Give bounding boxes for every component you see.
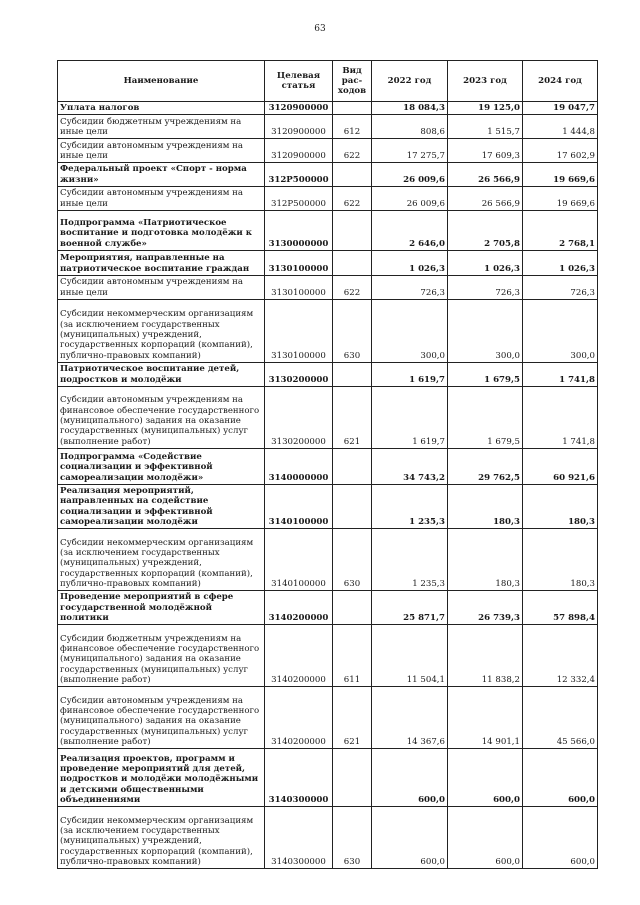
row-2022: 14 367,6 [372,687,448,749]
row-code: 3120900000 [265,139,333,163]
row-name: Реализация мероприятий, направленных на содействие социализации и эффективной самореализации молодёжи [58,484,265,528]
table-row [58,529,598,591]
row-2022: 1 235,3 [372,484,448,528]
row-name: Подпрограмма «Содействие социализации и эффективной самореализации молодёжи» [58,448,265,484]
row-expense-type: 621 [333,687,372,749]
row-name: Федеральный проект «Спорт - норма жизни» [58,163,265,187]
row-2023: 180,3 [448,484,523,528]
row-2023: 1 026,3 [448,250,523,275]
table-row [58,591,598,625]
row-2022: 600,0 [372,807,448,869]
row-name: Субсидии бюджетным учреждениям на финансовое обеспечение государственного (муниципального) задания на оказание государственных (муниципальных) услуг (выполнение работ) [58,625,265,687]
row-code: 3130000000 [265,210,333,250]
row-2024: 60 921,6 [523,448,598,484]
row-2022: 1 619,7 [372,386,448,448]
header-expense-type: Вид рас-ходов [333,61,372,102]
row-name: Субсидии некоммерческим организациям (за исключением государственных (муниципальных) учреждений, государственных корпораций (компаний), публично-правовых компаний) [58,807,265,869]
row-name: Субсидии бюджетным учреждениям на иные цели [58,115,265,139]
row-2023: 1 679,5 [448,386,523,448]
row-2022: 1 235,3 [372,529,448,591]
row-code: 3140200000 [265,591,333,625]
row-2024: 19 669,6 [523,163,598,187]
table-row [58,163,598,187]
row-expense-type [333,362,372,386]
row-2023: 11 838,2 [448,625,523,687]
row-name: Патриотическое воспитание детей, подростков и молодёжи [58,362,265,386]
row-expense-type: 612 [333,115,372,139]
row-2022: 11 504,1 [372,625,448,687]
row-2024: 19 047,7 [523,102,598,115]
table-row [58,484,598,528]
row-2024: 17 602,9 [523,139,598,163]
row-2022: 26 009,6 [372,186,448,210]
row-2024: 1 026,3 [523,250,598,275]
row-2024: 600,0 [523,807,598,869]
row-name: Проведение мероприятий в сфере государственной молодёжной политики [58,591,265,625]
row-name: Мероприятия, направленные на патриотическое воспитание граждан [58,250,265,275]
row-code: 3140000000 [265,448,333,484]
row-2023: 300,0 [448,299,523,362]
row-2024: 12 332,4 [523,625,598,687]
table-row [58,625,598,687]
row-code: 3140100000 [265,529,333,591]
row-expense-type [333,250,372,275]
row-code: 3120900000 [265,102,333,115]
table-row [58,186,598,210]
row-2022: 25 871,7 [372,591,448,625]
table-row [58,362,598,386]
header-target-article: Целевая статья [265,61,333,102]
row-expense-type [333,591,372,625]
row-expense-type: 622 [333,275,372,299]
row-name: Уплата налогов [58,102,265,115]
table-row [58,250,598,275]
row-2023: 17 609,3 [448,139,523,163]
table-row [58,448,598,484]
row-expense-type: 622 [333,139,372,163]
row-2022: 2 646,0 [372,210,448,250]
row-name: Субсидии автономным учреждениям на иные цели [58,186,265,210]
row-2023: 180,3 [448,529,523,591]
row-2022: 17 275,7 [372,139,448,163]
row-2022: 1 026,3 [372,250,448,275]
table-row [58,687,598,749]
row-2024: 600,0 [523,749,598,807]
row-name: Субсидии автономным учреждениям на финансовое обеспечение государственного (муниципального) задания на оказание государственных (муниципальных) услуг (выполнение работ) [58,386,265,448]
row-2024: 180,3 [523,484,598,528]
table-row [58,102,598,115]
row-2024: 2 768,1 [523,210,598,250]
row-code: 3140100000 [265,484,333,528]
header-2022: 2022 год [372,61,448,102]
row-2024: 1 741,8 [523,386,598,448]
row-2023: 14 901,1 [448,687,523,749]
row-2024: 300,0 [523,299,598,362]
row-expense-type [333,102,372,115]
table-row [58,139,598,163]
header-name: Наименование [58,61,265,102]
table-row [58,210,598,250]
row-2023: 600,0 [448,807,523,869]
row-2024: 726,3 [523,275,598,299]
row-expense-type [333,448,372,484]
row-2024: 180,3 [523,529,598,591]
row-expense-type: 630 [333,807,372,869]
row-2022: 34 743,2 [372,448,448,484]
row-2024: 45 566,0 [523,687,598,749]
row-expense-type: 630 [333,299,372,362]
row-expense-type: 630 [333,529,372,591]
table-row [58,749,598,807]
row-expense-type [333,484,372,528]
row-name: Субсидии автономным учреждениям на финансовое обеспечение государственного (муниципального) задания на оказание государственных (муниципальных) услуг (выполнение работ) [58,687,265,749]
page-number: 63 [314,24,326,34]
row-expense-type [333,210,372,250]
row-2023: 2 705,8 [448,210,523,250]
row-2022: 808,6 [372,115,448,139]
row-code: 3140200000 [265,625,333,687]
row-code: 3140200000 [265,687,333,749]
row-name: Субсидии автономным учреждениям на иные цели [58,275,265,299]
row-2023: 726,3 [448,275,523,299]
row-code: 3140300000 [265,807,333,869]
row-2024: 1 741,8 [523,362,598,386]
row-2022: 1 619,7 [372,362,448,386]
row-expense-type: 622 [333,186,372,210]
row-code: 3140300000 [265,749,333,807]
row-code: 3130100000 [265,299,333,362]
row-2022: 726,3 [372,275,448,299]
row-code: 3120900000 [265,115,333,139]
row-2023: 26 739,3 [448,591,523,625]
row-expense-type [333,163,372,187]
row-expense-type: 621 [333,386,372,448]
row-2023: 19 125,0 [448,102,523,115]
row-2023: 1 515,7 [448,115,523,139]
row-name: Реализация проектов, программ и проведение мероприятий для детей, подростков и молодёжи молодёжными и детскими общественными объединениями [58,749,265,807]
row-name: Субсидии автономным учреждениям на иные цели [58,139,265,163]
row-2022: 300,0 [372,299,448,362]
budget-table [57,60,598,869]
row-2024: 57 898,4 [523,591,598,625]
row-code: 312P500000 [265,186,333,210]
row-2023: 26 566,9 [448,163,523,187]
table-row [58,807,598,869]
header-2024: 2024 год [523,61,598,102]
row-name: Подпрограмма «Патриотическое воспитание и подготовка молодёжи к военной службе» [58,210,265,250]
row-2022: 600,0 [372,749,448,807]
row-code: 3130100000 [265,275,333,299]
table-row [58,275,598,299]
row-code: 3130100000 [265,250,333,275]
row-code: 3130200000 [265,386,333,448]
row-name: Субсидии некоммерческим организациям (за исключением государственных (муниципальных) учреждений, государственных корпораций (компаний), публично-правовых компаний) [58,529,265,591]
row-code: 312P500000 [265,163,333,187]
row-2023: 26 566,9 [448,186,523,210]
table-row [58,386,598,448]
row-code: 3130200000 [265,362,333,386]
row-expense-type: 611 [333,625,372,687]
row-2024: 1 444,8 [523,115,598,139]
header-2023: 2023 год [448,61,523,102]
table-row [58,115,598,139]
row-2023: 1 679,5 [448,362,523,386]
row-2022: 18 084,3 [372,102,448,115]
row-name: Субсидии некоммерческим организациям (за исключением государственных (муниципальных) учреждений, государственных корпораций (компаний), публично-правовых компаний) [58,299,265,362]
row-2022: 26 009,6 [372,163,448,187]
table-row [58,299,598,362]
row-2023: 29 762,5 [448,448,523,484]
row-2024: 19 669,6 [523,186,598,210]
row-2023: 600,0 [448,749,523,807]
table-header-row [58,61,598,102]
row-expense-type [333,749,372,807]
